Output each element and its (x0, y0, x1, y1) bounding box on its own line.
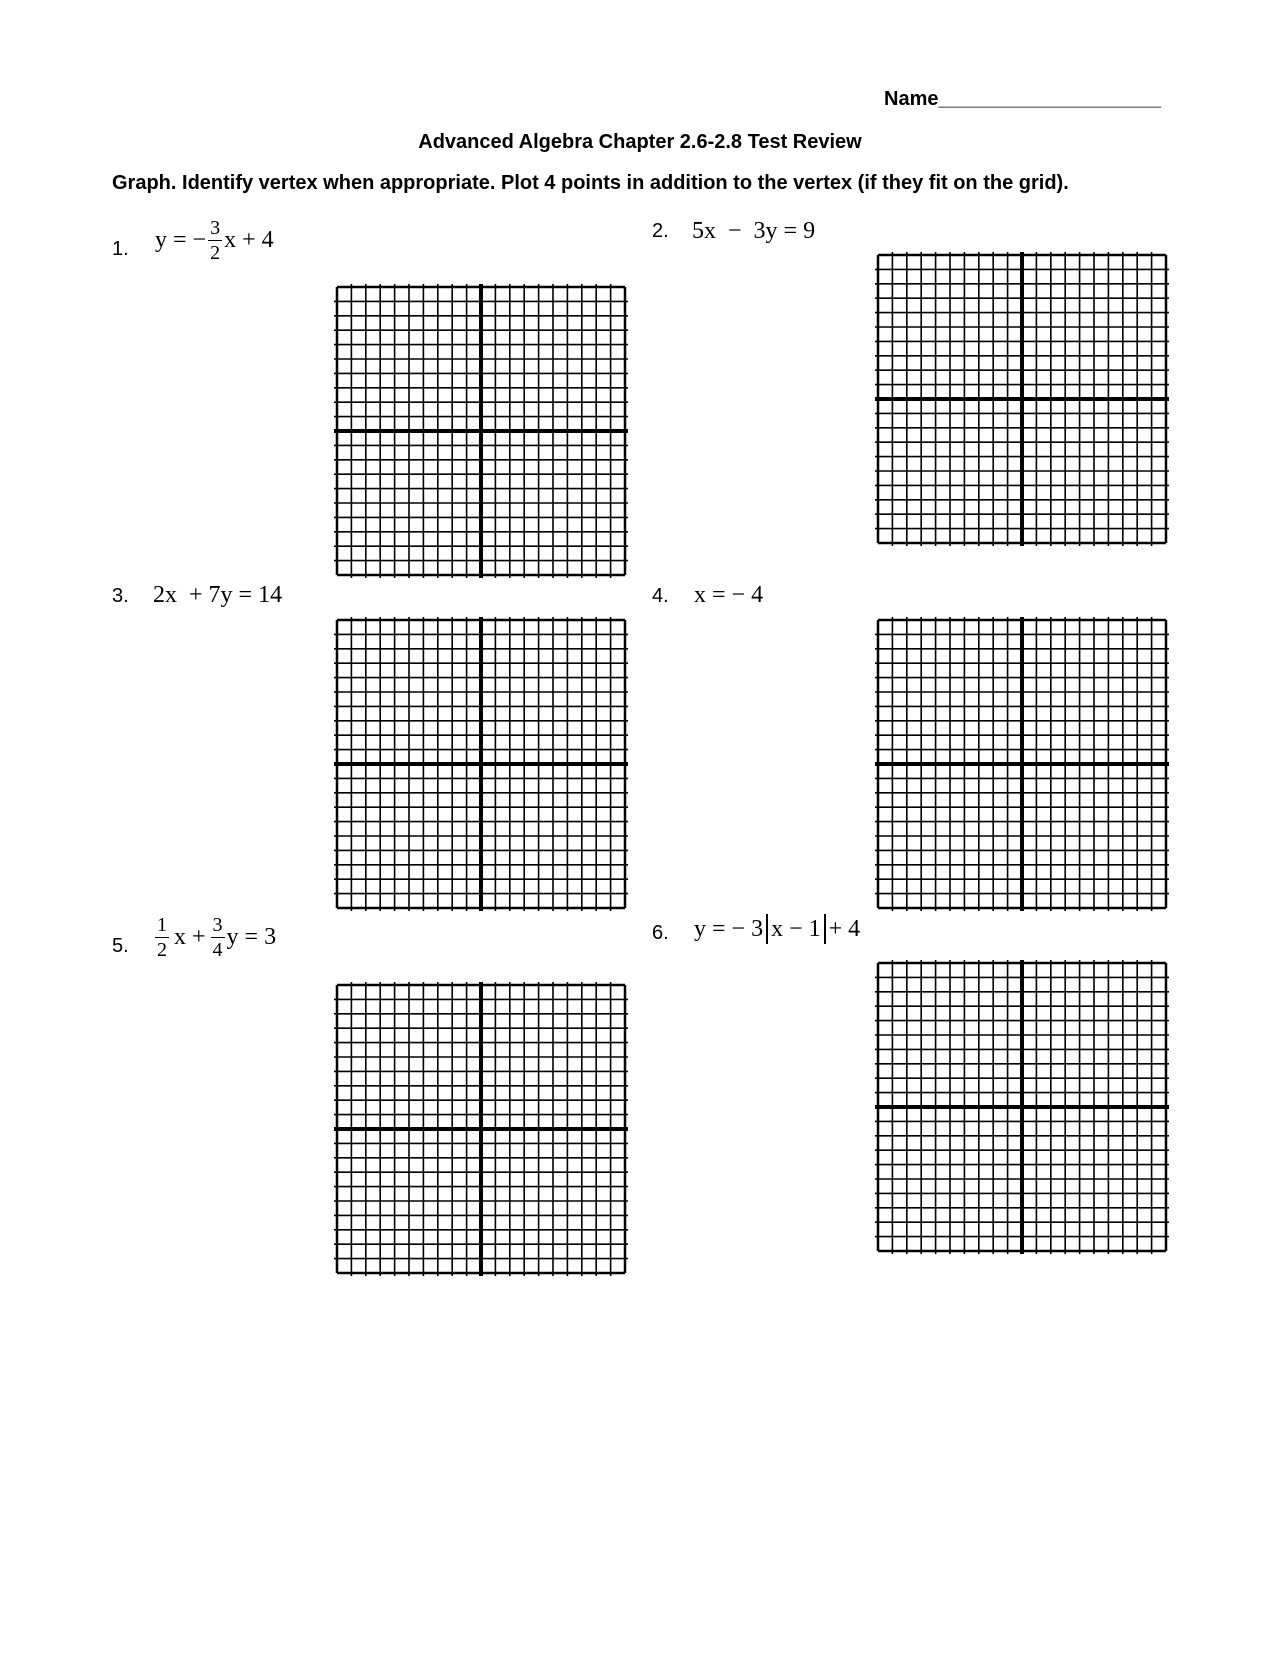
page-title: Advanced Algebra Chapter 2.6-2.8 Test Review (418, 131, 862, 153)
problem-5-number: 5. (112, 935, 129, 957)
absolute-value-bar-left (766, 914, 768, 944)
problem-3-graph-grid[interactable] (334, 617, 628, 911)
problem-4-graph-grid[interactable] (875, 617, 1169, 911)
problem-1-fraction (208, 218, 222, 263)
name-label: Name (884, 88, 939, 110)
problem-5-graph-grid[interactable] (334, 982, 628, 1276)
name-field[interactable] (884, 88, 1161, 111)
problem-1-equation (155, 218, 274, 263)
problem-4-number: 4. (652, 585, 669, 607)
problem-2-graph-grid[interactable] (875, 252, 1169, 546)
problem-5-equation (153, 915, 276, 960)
problem-1-lhs: y = − (155, 227, 207, 253)
problem-6-equation (694, 914, 860, 944)
fraction-denominator: 2 (210, 242, 221, 264)
fraction-denominator: 2 (157, 939, 167, 961)
fraction-denominator: 4 (212, 939, 223, 961)
instructions: Graph. Identify vertex when appropriate. Plot 4 points in addition to the vertex (if they fit on the grid). (112, 172, 1069, 194)
problem-1-rhs: x + 4 (224, 227, 274, 253)
problem-5-tail: y = 3 (226, 924, 277, 950)
problem-2-number: 2. (652, 220, 669, 242)
problem-5-fraction-2 (211, 915, 225, 960)
problem-3-equation: 2x + 7y = 14 (153, 582, 283, 608)
problem-6-pre: y = − 3 (694, 915, 764, 942)
problem-1-graph-grid[interactable] (334, 284, 628, 578)
problem-6-number: 6. (652, 922, 669, 944)
fraction-numerator: 3 (210, 217, 221, 239)
absolute-value-bar-right (824, 914, 826, 944)
problem-3-number: 3. (112, 585, 129, 607)
problem-4-equation: x = − 4 (694, 582, 764, 608)
fraction-numerator: 3 (212, 914, 223, 936)
problem-6-graph-grid[interactable] (875, 960, 1169, 1254)
fraction-numerator: 1 (157, 914, 167, 936)
problem-6-post: + 4 (828, 915, 861, 942)
problem-5-fraction-1 (155, 915, 169, 960)
name-blank[interactable]: ____________________ (938, 88, 1161, 110)
problem-1-number: 1. (112, 238, 129, 260)
problem-2-equation: 5x − 3y = 9 (692, 218, 816, 244)
problem-5-mid: x + (174, 924, 206, 950)
problem-6-inner: x − 1 (771, 915, 821, 942)
